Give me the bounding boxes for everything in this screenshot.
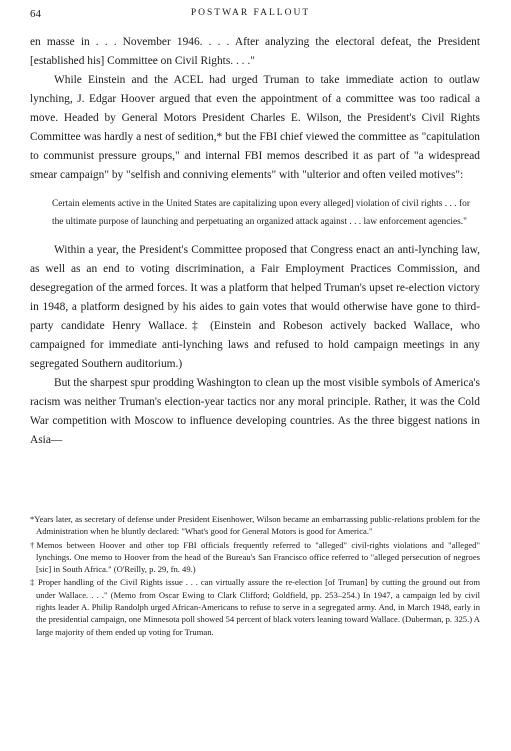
footnote: *Years later, as secretary of defense under President Eisenhower, Wilson became an embarrassing public-relations problem for the Administration when he bluntly declared: "What's good for General Motors is good for America." [30,514,480,537]
block-quote: Certain elements active in the United States are capitalizing upon every alleged] violation of civil rights . . . for the ultimate purpose of launching and perpetuating an organized attack against . . . law enforcement agencies." [52,199,470,227]
running-head [30,8,471,24]
footnote: †Memos between Hoover and other top FBI officials frequently referred to "alleged" civil-rights violations and "alleged" lynchings. One memo to Hoover from the head of the Bureau's San Francisco office referred to "alleged persecution of negroes [sic] in South Africa." (O'Reilly, p. 29, fn. 49.) [30,539,480,575]
paragraph: While Einstein and the ACEL had urged Truman to take immediate action to outlaw lynching, J. Edgar Hoover argued that even the appointment of a committee was too radical a move. Headed by General Motors President Charles E. Wilson, the President's Civil Rights Committee was hardly a nest of sedition,* but the FBI chief viewed the committee as "capitulation to communist pressure groups," and internal FBI memos described it as part of "a widespread smear campaign" by "selfish and conniving elements" with "ulterior and often veiled motives": [30,74,480,181]
page-number: 64 [30,8,41,20]
paragraph: But the sharpest spur prodding Washington to clean up the most visible symbols of America's racism was neither Truman's election-year tactics nor any moral principle. Rather, it was the Cold War competition with Moscow to influence developing countries. As the three biggest nations in Asia— [30,377,480,446]
paragraph: en masse in . . . November 1946. . . . After analyzing the electoral defeat, the President [established his] Committee on Civil Rights. . . ." [30,36,480,67]
footnote: ‡ Proper handling of the Civil Rights issue . . . can virtually assure the re-election [of Truman] by cutting the ground out from under Wallace. . . ." (Memo from Oscar Ewing to Clark Clifford; Goldfield, pp. 253–254.) In 1947, a campaign led by civil rights leader A. Philip Randolph urged African-Americans to refuse to serve in a segregated army. And, in March 1948, early in the presidential campaign, one Minnesota poll showed 54 percent of black voters leaning toward Wallace. (Duberman, p. 325.) A large majority of them ended up voting for Truman. [30,577,480,637]
paragraph: Within a year, the President's Committee proposed that Congress enact an anti-lynching law, as well as an end to voting discrimination, a Fair Employment Practices Commission, and desegregation of the armed forces. It was a platform that helped Truman's upset re-election victory in 1948, a platform designed by his aides to gain votes that would otherwise have gone to third-party candidate Henry Wallace.‡ (Einstein and Robeson actively backed Wallace, who campaigned for immediate anti-lynching laws and refused to hold campaign meetings in any segregated Southern auditorium.) [30,244,480,370]
body-text [30,33,480,450]
footnotes [30,513,480,639]
running-title: POSTWAR FALLOUT [190,8,311,18]
